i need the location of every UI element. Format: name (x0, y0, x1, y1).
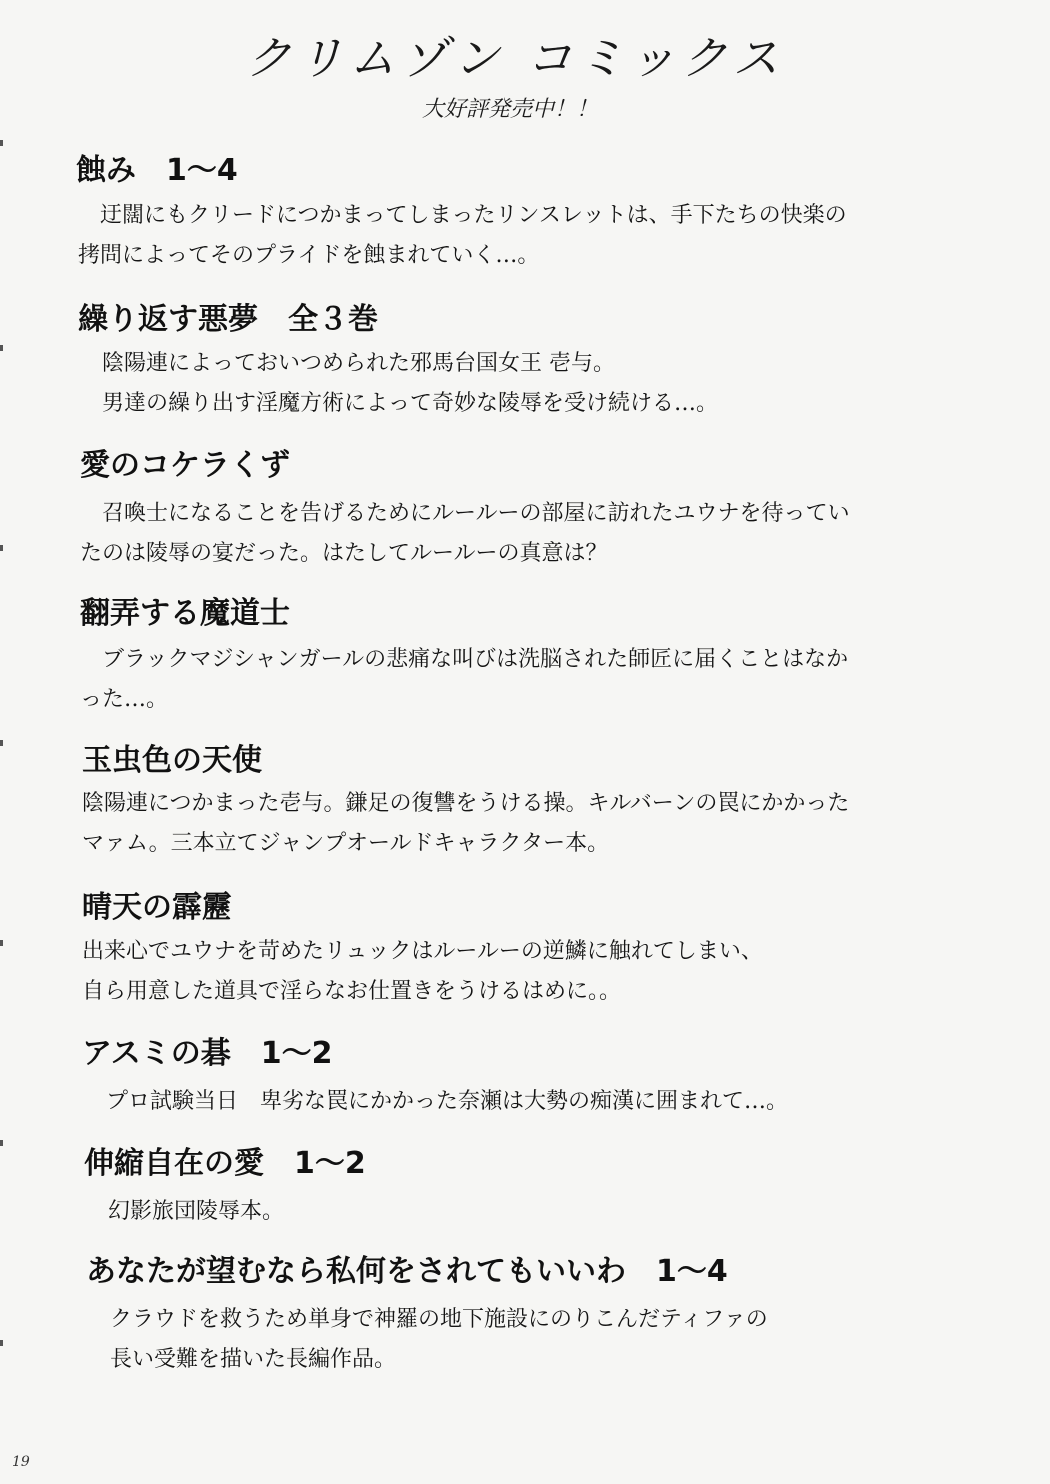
entry-line: った…。 (80, 687, 169, 712)
binding-mark (0, 1140, 3, 1146)
entry-description (80, 640, 848, 720)
entry-title: 蝕み 1～4 (76, 153, 238, 188)
entry-line: 迂闊にもクリードにつかまってしまったリンスレットは、手下たちの快楽の (78, 203, 847, 228)
entry-title: 愛のコケラくず (80, 448, 290, 483)
entry-line: クラウドを救うため単身で神羅の地下施設にのりこんだティファの (88, 1307, 768, 1332)
binding-mark (0, 345, 3, 351)
entry-line: たのは陵辱の宴だった。はたしてルールーの真意は？ (80, 541, 608, 566)
entry-description (82, 932, 763, 1012)
binding-mark (0, 940, 3, 946)
entry-description (80, 344, 718, 424)
entry-description (80, 494, 850, 574)
binding-mark (0, 1340, 3, 1346)
entry-line: 出来心でユウナを苛めたリュックはルールーの逆鱗に触れてしまい、 (82, 939, 763, 964)
entry-title: 伸縮自在の愛 1～2 (84, 1146, 366, 1181)
entry-description (84, 1082, 788, 1122)
binding-mark (0, 740, 3, 746)
page-title: クリムゾン コミックス (245, 31, 785, 85)
entry-line: ブラックマジシャンガールの悲痛な叫びは洗脳された師匠に届くことはなか (80, 647, 849, 672)
entry-title: あなたが望むなら私何をされてもいいわ 1～4 (86, 1254, 728, 1289)
entry-line: 召喚士になることを告げるためにルールーの部屋に訪れたユウナを待ってい (80, 501, 850, 526)
entry-line: 長い受難を描いた長編作品。 (88, 1347, 397, 1372)
entry-title: 翻弄する魔道士 (80, 596, 290, 631)
page-subtitle: 大好評発売中！！ (421, 97, 598, 122)
entry-line: 拷問によってそのプライドを蝕まれていく…。 (78, 243, 540, 268)
entry-title: アスミの碁 1～2 (82, 1036, 333, 1071)
entry-title: 玉虫色の天使 (82, 743, 262, 778)
binding-mark (0, 545, 3, 551)
entry-line: 陰陽連につかまった壱与。鎌足の復讐をうける操。キルバーンの罠にかかった (82, 791, 850, 816)
binding-mark (0, 140, 3, 146)
entry-description (86, 1192, 284, 1232)
entry-line: 幻影旅団陵辱本。 (86, 1199, 285, 1224)
entry-description (88, 1300, 768, 1380)
entry-title: 晴天の霹靂 (82, 890, 232, 925)
page-number: 19 (12, 1454, 30, 1470)
entry-line: マァム。三本立てジャンプオールドキャラクター本。 (82, 831, 610, 856)
entry-description (78, 196, 847, 276)
entry-line: 男達の繰り出す淫魔方術によって奇妙な陵辱を受け続ける…。 (80, 391, 719, 416)
entry-line: 自ら用意した道具で淫らなお仕置きをうけるはめに。。 (82, 979, 622, 1004)
entry-description (82, 784, 849, 864)
entry-title: 繰り返す悪夢 全３巻 (78, 302, 378, 337)
entry-line: 陰陽連によっておいつめられた邪馬台国女王 壱与。 (80, 351, 615, 376)
entry-line: プロ試験当日 卑劣な罠にかかった奈瀬は大勢の痴漢に囲まれて…。 (84, 1089, 789, 1114)
